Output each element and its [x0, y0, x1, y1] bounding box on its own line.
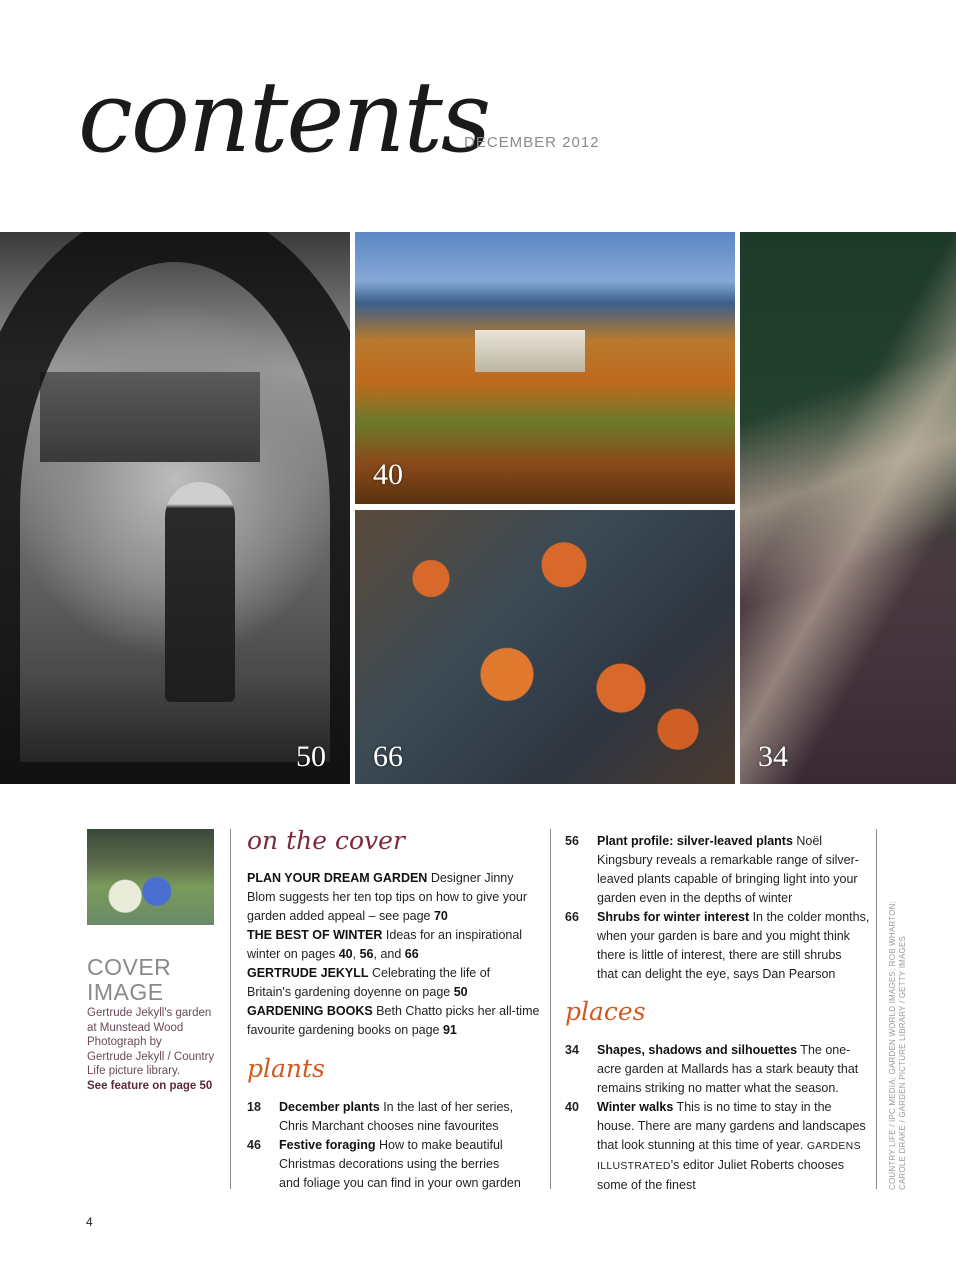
cover-item: GARDENING BOOKS Beth Chatto picks her all-time [247, 1004, 540, 1018]
cover-thumbnail [87, 829, 214, 925]
castle-shape [475, 330, 585, 372]
cover-image-title: COVER IMAGE [87, 954, 172, 1005]
list-item[interactable]: 40 Winter walks This is no time to stay in the house. There are many gardens and landscapes that look stunning at this time of year. GARDENS ILLUSTRATED's editor Juliet Roberts chooses some of the finest [565, 1100, 866, 1192]
photo-page-number: 40 [373, 458, 403, 491]
cover-item: PLAN YOUR DREAM GARDEN Designer Jinny [247, 871, 514, 885]
photo-page-number: 50 [296, 740, 326, 773]
list-item[interactable]: 66 Shrubs for winter interest In the colder months, when your garden is bare and you might think there is little of interest, there are still shrubs that can delight the eye, says Dan Pearson [565, 910, 870, 981]
photo-castle-landscape [355, 232, 735, 504]
list-item[interactable]: 46 Festive foraging How to make beautiful Christmas decorations using the berries and foliage you can find in your own garden [247, 1138, 521, 1190]
photo-credits: COUNTRY LIFE / IPC MEDIA; GARDEN WORLD IMAGES; ROB WHARTON; CAROLE DRAKE / GARDEN PICTURE LIBRARY / GETTY IMAGES [888, 900, 907, 1190]
photo-page-number: 34 [758, 740, 788, 773]
photo-witch-hazel [355, 510, 735, 784]
list-item[interactable]: 34 Shapes, shadows and silhouettes The one- acre garden at Mallards has a stark beauty that remains striking no matter what the season. [565, 1043, 859, 1095]
photo-page-number: 66 [373, 740, 403, 773]
list-item[interactable]: 56 Plant profile: silver-leaved plants Noël Kingsbury reveals a remarkable range of silver- leaved plants capable of bringing light into your garden even in the depths of winter [565, 834, 859, 905]
divider [876, 829, 877, 1189]
see-feature-link[interactable]: See feature on page 50 [87, 1079, 213, 1092]
section-heading-plants: plants [247, 1054, 325, 1083]
issue-date: DECEMBER 2012 [464, 134, 600, 151]
hedge-arch [0, 232, 350, 784]
photo-gertrude-jekyll [0, 232, 350, 784]
cover-item: THE BEST OF WINTER Ideas for an inspirational [247, 928, 523, 942]
page-number: 4 [86, 1215, 93, 1229]
divider [550, 829, 551, 1189]
photo-grasses [740, 232, 956, 784]
cover-item: GERTRUDE JEKYLL Celebrating the life of [247, 966, 491, 980]
list-item[interactable]: 18 December plants In the last of her series, Chris Marchant chooses nine favourites [247, 1100, 514, 1133]
page-title: contents [78, 61, 490, 175]
on-the-cover-list: PLAN YOUR DREAM GARDEN Designer Jinny Blom suggests her ten top tips on how to give your garden added appeal – see page 70 THE BEST OF WINTER Ideas for an inspirational winter on pages 40, 56, and 66 GERTRUDE JEKYLL Celebrating the life of Britain's gardening doyenne on page 50 GARDENING BOOKS Beth Chatto picks her all-time favourite gardening books on page 91 [247, 869, 547, 1040]
section-heading-places: places [565, 997, 646, 1026]
divider [230, 829, 231, 1189]
cover-caption: Gertrude Jekyll's garden at Munstead Wood Photograph by Gertrude Jekyll / Country Life picture library. See feature on page 50 [87, 1006, 222, 1093]
section-heading-on-the-cover: on the cover [247, 826, 405, 855]
